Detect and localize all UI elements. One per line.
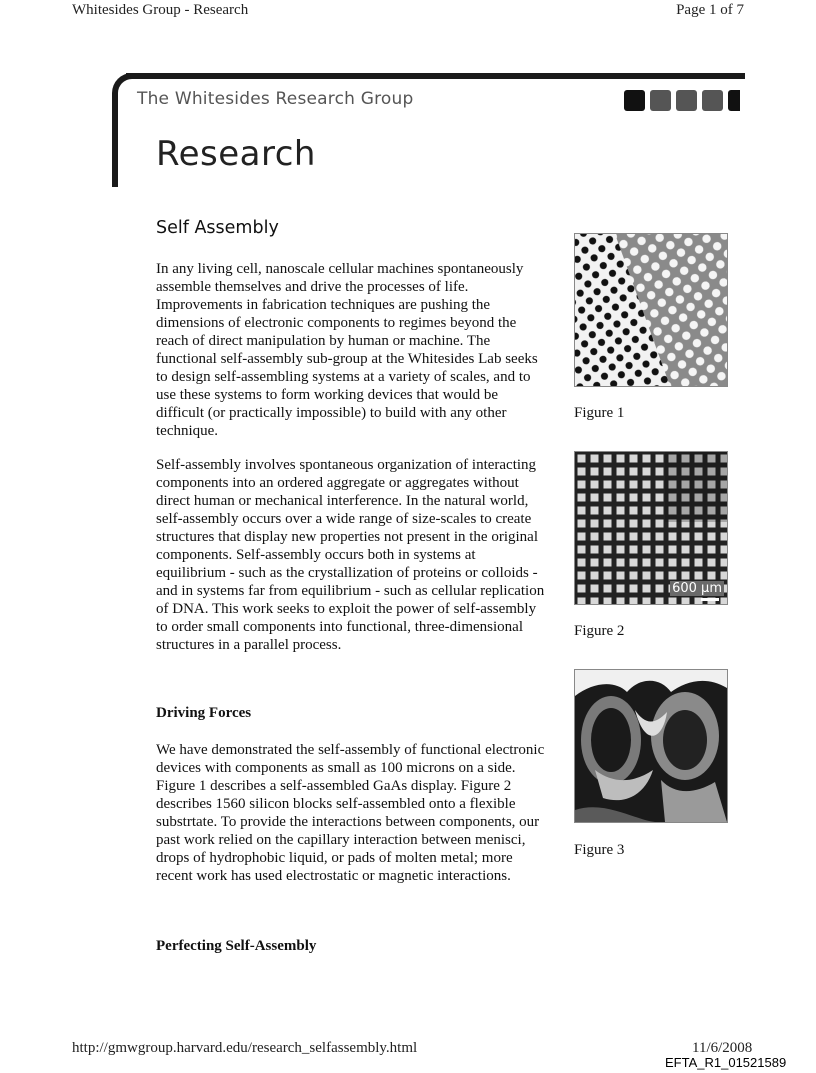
perfecting-heading: Perfecting Self-Assembly	[156, 938, 317, 954]
figure-2-image	[574, 451, 728, 605]
banner-left-line	[112, 95, 118, 187]
nav-square	[624, 90, 645, 111]
print-header-title: Whitesides Group - Research	[72, 2, 249, 18]
banner-subtitle: The Whitesides Research Group	[137, 89, 414, 109]
banner-squares	[624, 90, 740, 111]
figure-1-caption: Figure 1	[574, 405, 625, 421]
figure-2-scale-bar	[701, 598, 719, 601]
nav-square	[650, 90, 671, 111]
figure-2-scale-label: 600 µm	[672, 581, 722, 596]
print-header-page: Page 1 of 7	[676, 2, 744, 18]
print-footer-date: 11/6/2008	[692, 1040, 753, 1056]
nav-square	[728, 90, 740, 111]
banner-top-line	[126, 73, 745, 79]
document-id: EFTA_R1_01521589	[665, 1055, 787, 1070]
figure-3-caption: Figure 3	[574, 842, 625, 858]
figure-1-image	[574, 233, 728, 387]
driving-forces-paragraph: We have demonstrated the self-assembly of functional electronic devices with components as small as 100 microns on a side. Figure 1 describes a self-assembled GaAs display. Figure 2 describes 1560 silicon blocks self-assembled onto a flexible substrtate. To provide the interactions between components, our past work relied on the capillary interaction between menisci, drops of hydrophobic liquid, or pads of molten metal; more recent work has used electrostatic or magnetic interactions.	[156, 742, 545, 884]
nav-square	[676, 90, 697, 111]
driving-forces-heading: Driving Forces	[156, 705, 252, 721]
self-assembly-paragraph: Self-assembly involves spontaneous organization of interacting components into an ordered aggregate or aggregates without direct human or mechanical interference. In the natural world, self-assembly occurs over a wide range of size-scales to create structures that display new properties not present in the original components. Self-assembly occurs both in systems at equilibrium - such as the crystallization of proteins or colloids - and in systems far from equilibrium - such as cellular replication of DNA. This work seeks to exploit the power of self-assembly to order small components into functional, three-dimensional structures in a parallel process.	[156, 457, 545, 653]
figure-2-caption: Figure 2	[574, 623, 625, 639]
print-footer-url: http://gmwgroup.harvard.edu/research_selfassembly.html	[72, 1040, 418, 1056]
nav-square	[702, 90, 723, 111]
intro-paragraph: In any living cell, nanoscale cellular machines spontaneously assemble themselves and drive the processes of life. Improvements in fabrication techniques are pushing the dimensions of electronic components to regimes beyond the reach of direct manipulation by human or machine. The functional self-assembly sub-group at the Whitesides Lab seeks to design self-assembling systems at a variety of scales, and to use these systems to form working devices that would be difficult (or practically impossible) to build with any other technique.	[156, 261, 538, 439]
banner-corner	[112, 73, 136, 97]
page-title: Research	[156, 134, 316, 174]
figure-3-image	[574, 669, 728, 823]
section-title: Self Assembly	[156, 218, 279, 238]
